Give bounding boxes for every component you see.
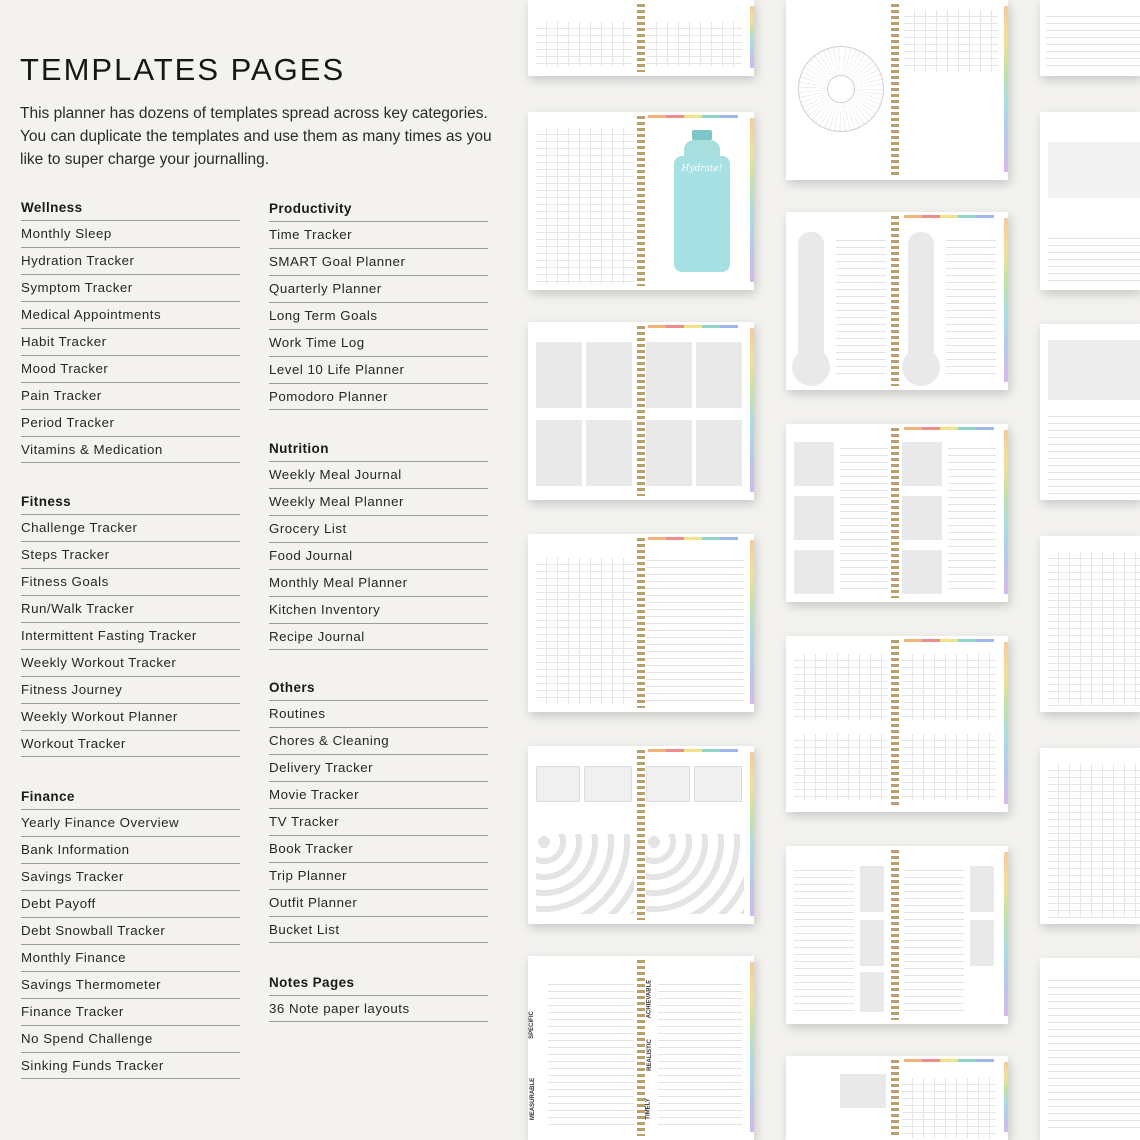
list-item: Debt Payoff: [21, 890, 240, 917]
list-item: Level 10 Life Planner: [269, 356, 488, 383]
list-item: Weekly Meal Journal: [269, 461, 488, 488]
notes-heading: Notes Pages: [269, 975, 355, 990]
list-item: Fitness Journey: [21, 676, 240, 703]
list-item: Trip Planner: [269, 862, 488, 889]
planner-spread: [1040, 536, 1140, 712]
planner-spread: [1040, 958, 1140, 1140]
list-item: Savings Tracker: [21, 863, 240, 890]
smart-label-specific: SPECIFIC: [528, 1011, 535, 1039]
trip-planner-spread: [1040, 324, 1140, 500]
list-item: Outfit Planner: [269, 889, 488, 916]
others-heading: Others: [269, 680, 315, 695]
finance-heading: Finance: [21, 789, 75, 804]
list-item: Chores & Cleaning: [269, 727, 488, 754]
list-item: 36 Note paper layouts: [269, 995, 488, 1022]
fasting-tracker-spread: [786, 636, 1008, 812]
list-item: Recipe Journal: [269, 623, 488, 650]
list-item: Grocery List: [269, 515, 488, 542]
intro-block: [20, 52, 500, 171]
outfit-planner-spread: [1040, 112, 1140, 290]
smart-label-achievable: ACHIEVABLE: [646, 979, 653, 1019]
intro-text: This planner has dozens of templates spread across key categories. You can duplicate the templates and use them as many times as you like to super charge your journalling.: [20, 105, 492, 168]
list-item: Bucket List: [269, 916, 488, 943]
list-item: Savings Thermometer: [21, 971, 240, 998]
list-item: Mood Tracker: [21, 355, 240, 382]
list-item: Quarterly Planner: [269, 275, 488, 302]
list-item: Weekly Workout Planner: [21, 703, 240, 730]
list-item: Routines: [269, 700, 488, 727]
list-item: Fitness Goals: [21, 568, 240, 595]
list-item: Intermittent Fasting Tracker: [21, 622, 240, 649]
productivity-list: [269, 221, 488, 410]
list-item: Long Term Goals: [269, 302, 488, 329]
list-item: Sinking Funds Tracker: [21, 1052, 240, 1079]
smart-label-measurable: MEASURABLE: [530, 1077, 537, 1121]
nutrition-list: [269, 461, 488, 650]
water-bottle-icon: [674, 130, 730, 272]
list-item: Hydration Tracker: [21, 247, 240, 274]
list-item: Weekly Workout Tracker: [21, 649, 240, 676]
list-item: Monthly Sleep: [21, 220, 240, 247]
list-item: Food Journal: [269, 542, 488, 569]
pomodoro-planner-spread: [528, 534, 754, 712]
planner-spread: [1040, 0, 1140, 76]
wellness-list: [21, 220, 240, 463]
vitamins-medication-spread: [1040, 748, 1140, 924]
smart-label-timely: TIMELY: [645, 1098, 652, 1120]
list-item: Time Tracker: [269, 221, 488, 248]
nutrition-heading: Nutrition: [269, 441, 329, 456]
list-item: Period Tracker: [21, 409, 240, 436]
list-item: Run/Walk Tracker: [21, 595, 240, 622]
list-item: Book Tracker: [269, 835, 488, 862]
list-item: Yearly Finance Overview: [21, 809, 240, 836]
workout-tracker-spread: [786, 1056, 1008, 1140]
list-item: Habit Tracker: [21, 328, 240, 355]
mood-wheel-spread: [786, 0, 1008, 180]
list-item: Medical Appointments: [21, 301, 240, 328]
challenge-tracker-spread: [528, 746, 754, 924]
list-item: Monthly Meal Planner: [269, 569, 488, 596]
notes-list: [269, 995, 488, 1022]
smart-label-realistic: REALISTIC: [646, 1039, 653, 1071]
hydration-tracker-spread: [528, 112, 754, 290]
list-item: Debt Snowball Tracker: [21, 917, 240, 944]
list-item: Vitamins & Medication: [21, 436, 240, 463]
smart-goal-spread: [528, 956, 754, 1140]
list-item: No Spend Challenge: [21, 1025, 240, 1052]
list-item: Steps Tracker: [21, 541, 240, 568]
list-item: Movie Tracker: [269, 781, 488, 808]
list-item: Bank Information: [21, 836, 240, 863]
list-item: Weekly Meal Planner: [269, 488, 488, 515]
tv-tracker-spread: [786, 424, 1008, 602]
fitness-heading: Fitness: [21, 494, 72, 509]
list-item: Delivery Tracker: [269, 754, 488, 781]
bottle-label: Hydrate!: [681, 164, 723, 174]
list-item: Kitchen Inventory: [269, 596, 488, 623]
list-item: Monthly Finance: [21, 944, 240, 971]
food-journal-spread: [786, 846, 1008, 1024]
list-item: Finance Tracker: [21, 998, 240, 1025]
page-title: TEMPLATES PAGES: [20, 52, 346, 87]
list-item: Symptom Tracker: [21, 274, 240, 301]
planner-spread: [528, 0, 754, 76]
savings-thermometer-spread: [786, 212, 1008, 390]
list-item: TV Tracker: [269, 808, 488, 835]
wellness-heading: Wellness: [21, 200, 83, 215]
fitness-list: [21, 514, 240, 757]
finance-list: [21, 809, 240, 1079]
list-item: Challenge Tracker: [21, 514, 240, 541]
list-item: Pomodoro Planner: [269, 383, 488, 410]
list-item: Pain Tracker: [21, 382, 240, 409]
list-item: SMART Goal Planner: [269, 248, 488, 275]
list-item: Work Time Log: [269, 329, 488, 356]
productivity-heading: Productivity: [269, 201, 352, 216]
others-list: [269, 700, 488, 943]
fitness-journey-spread: [528, 322, 754, 500]
list-item: Workout Tracker: [21, 730, 240, 757]
